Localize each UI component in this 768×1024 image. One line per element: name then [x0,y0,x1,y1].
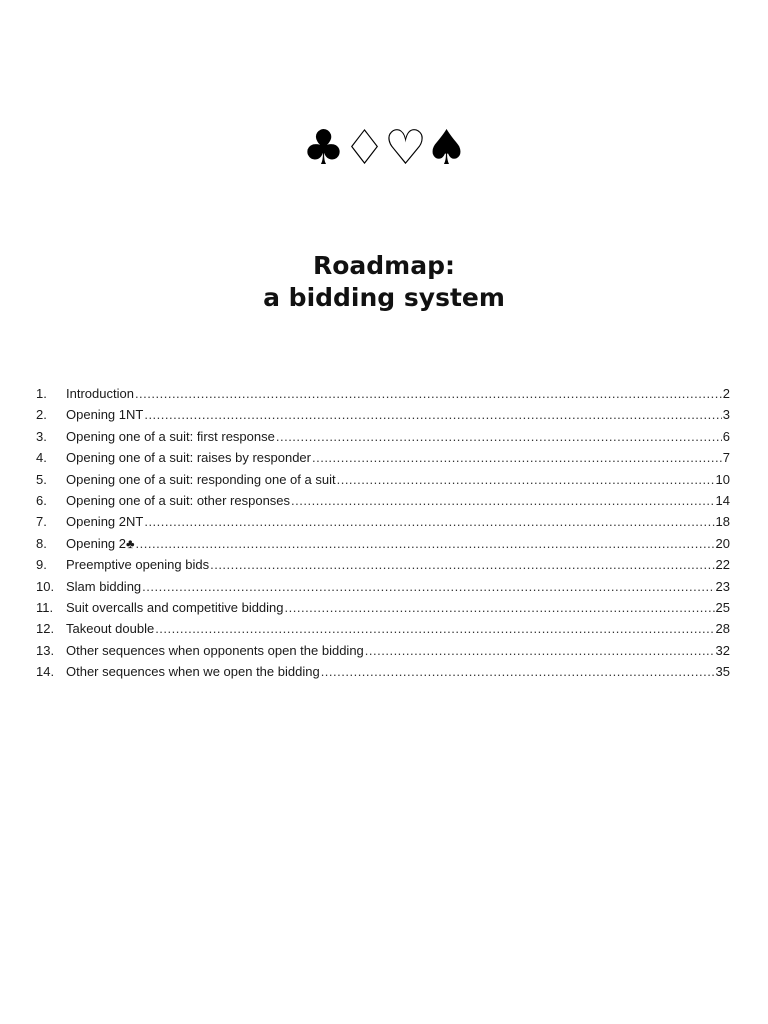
toc-entry-number: 7. [36,514,47,530]
toc-entry[interactable] [36,600,730,621]
toc-dot-leader [135,386,722,401]
toc-entry-title: Opening one of a suit: first response [66,428,275,444]
toc-entry-number: 1. [36,386,47,401]
club-icon: ♣ [301,120,343,176]
toc-entry-number: 12. [36,621,55,637]
suit-symbols [0,118,768,178]
toc-entry-page-number: 22 [715,557,730,573]
toc-entry-page-number: 23 [715,578,730,594]
toc-dot-leader [337,472,715,487]
toc-entry[interactable] [36,557,730,578]
toc-entry[interactable] [36,450,730,471]
toc-dot-leader [276,429,722,444]
toc-entry-page-number: 18 [715,514,730,530]
toc-entry-page-number: 10 [715,471,730,487]
toc-entry-page-number: 6 [722,428,730,444]
toc-entry-title: Opening one of a suit: raises by responder [66,450,311,466]
toc-entry-page-number: 35 [715,664,730,680]
toc-dot-leader [144,407,721,422]
toc-dot-leader [312,450,722,465]
toc-entry-title: Other sequences when we open the bidding [66,664,320,680]
toc-dot-leader [365,643,715,658]
toc-entry-number: 8. [36,535,47,551]
toc-entry-page-number: 3 [722,407,730,423]
toc-entry[interactable] [36,664,730,685]
toc-entry-page-number: 20 [715,535,730,551]
toc-entry-number: 6. [36,492,47,508]
toc-entry-title: Opening one of a suit: other responses [66,492,291,508]
toc-entry[interactable] [36,386,730,407]
toc-entry-number: 13. [36,642,55,658]
toc-entry-page-number: 14 [715,492,730,508]
toc-entry-number: 9. [36,557,47,573]
toc-entry-title: Introduction [66,386,134,401]
toc-entry-number: 4. [36,450,47,466]
toc-entry[interactable] [36,407,730,428]
diamond-outline-icon: ♢ [342,120,384,176]
toc-entry[interactable] [36,429,730,450]
toc-entry-number: 5. [36,471,47,487]
toc-entry-title: Preemptive opening bids [66,557,210,573]
toc-entry[interactable] [36,472,730,493]
heart-outline-icon: ♡ [384,120,426,176]
toc-dot-leader [142,579,714,594]
toc-entry-title: Opening 2NT [66,514,144,530]
toc-entry-page-number: 32 [715,642,730,658]
toc-entry-number: 14. [36,664,55,680]
title-line-1: Roadmap: [312,251,455,280]
toc-entry-page-number: 2 [722,386,730,401]
toc-entry[interactable] [36,621,730,642]
toc-entry[interactable] [36,493,730,514]
page-title [0,250,768,314]
toc-entry-number: 3. [36,428,47,444]
toc-entry-number: 11. [36,599,54,615]
toc-dot-leader [136,536,715,551]
toc-dot-leader [210,557,714,572]
toc-entry[interactable] [36,536,730,557]
toc-entry-title: Takeout double [66,621,155,637]
toc-entry-title: Other sequences when opponents open the bidding [66,642,364,658]
title-line-2: a bidding system [263,283,505,312]
spade-icon: ♠ [425,120,467,176]
toc-entry[interactable] [36,579,730,600]
toc-dot-leader [291,493,714,508]
toc-entry-number: 10. [36,578,55,594]
toc-entry-title: Suit overcalls and competitive bidding [66,599,284,615]
toc-dot-leader [155,621,714,636]
toc-entry-title: Slam bidding [66,578,142,594]
toc-entry-number: 2. [36,407,47,423]
toc-dot-leader [285,600,715,615]
toc-entry-page-number: 28 [715,621,730,637]
toc-dot-leader [321,664,715,679]
toc-entry[interactable] [36,643,730,664]
toc-entry-page-number: 7 [722,450,730,466]
toc-entry-title: Opening one of a suit: responding one of a suit [66,471,336,487]
toc-entry-title: Opening 2♣ [66,535,135,551]
toc-entry-page-number: 25 [715,599,730,615]
table-of-contents [36,386,730,685]
toc-dot-leader [144,514,714,529]
toc-entry-title: Opening 1NT [66,407,144,423]
toc-entry[interactable] [36,514,730,535]
